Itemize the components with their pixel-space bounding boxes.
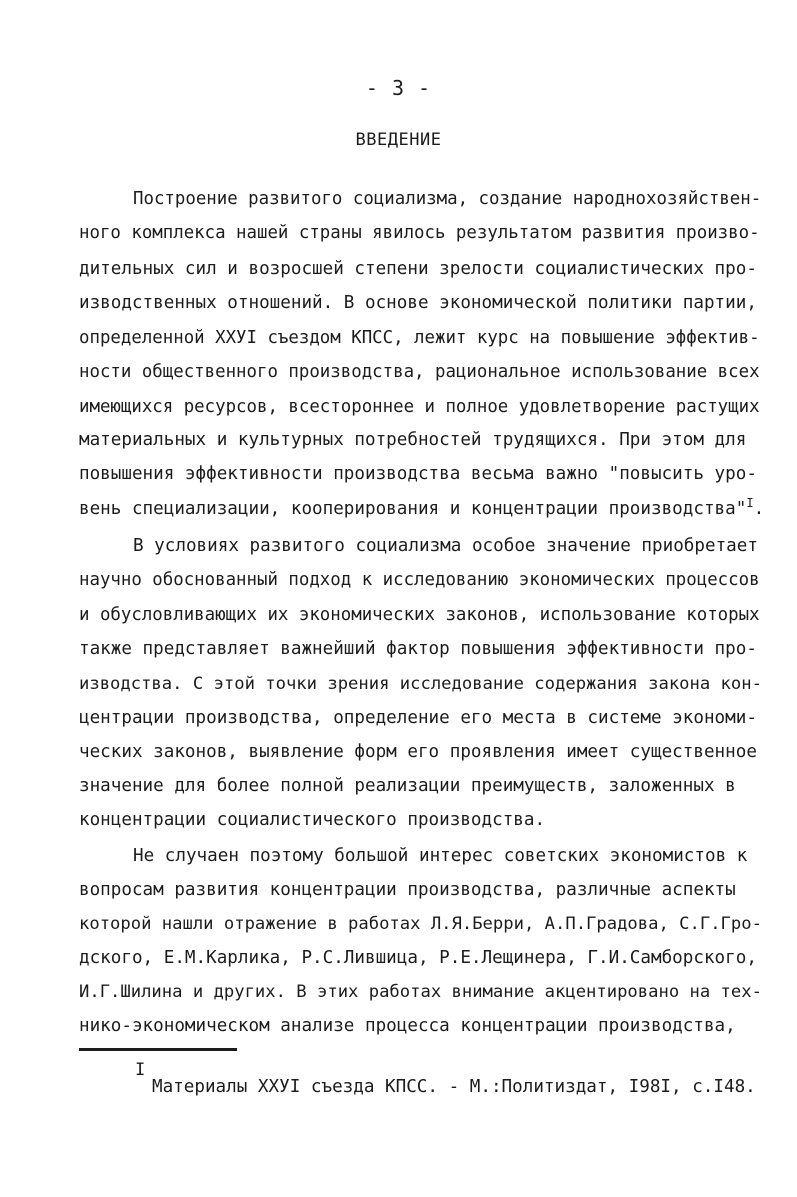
footnote-marker: I [135, 1060, 146, 1080]
text-line: и обусловливающих их экономических законов, использование которых [79, 605, 760, 625]
text-line: дительных сил и возросшей степени зрелости социалистических про- [79, 259, 757, 279]
text-line-with-footnote-ref [79, 496, 765, 519]
text-line: ного комплекса нашей страны явилось результатом развития произво- [79, 223, 760, 243]
text-line: дского, Е.М.Карлика, Р.С.Лившица, Р.Е.Лещинера, Г.И.Самборского, [79, 948, 757, 968]
footnote-separator [79, 1048, 237, 1051]
text-line: повышения эффективности производства весьма важно "повысить уро- [79, 464, 757, 484]
text-line: ческих законов, выявление форм его проявления имеет существенное [79, 742, 757, 762]
page-number: - 3 - [365, 76, 432, 100]
text-line: нико-экономическом анализе процесса концентрации производства, [79, 1016, 736, 1036]
text-line: Построение развитого социализма, создание народнохозяйствен- [133, 189, 762, 209]
footnote-text: Материалы ХХУI съезда КПСС. - М.:Политиздат, I98I, с.I48. [152, 1077, 756, 1097]
text-line: материальных и культурных потребностей трудящихся. При этом для [79, 430, 747, 450]
footnote-reference: I [746, 496, 754, 511]
text-line: вопросам развития концентрации производства, различные аспекты [79, 880, 736, 900]
text-line: имеющихся ресурсов, всестороннее и полное удовлетворение растущих [79, 397, 760, 417]
text-line: вень специализации, кооперирования и концентрации производства" [79, 499, 747, 519]
text-line: изводства. С этой точки зрения исследование содержания закона кон- [79, 674, 762, 694]
text-line: также представляет важнейший фактор повышения эффективности про- [79, 639, 757, 659]
footnote-reference-period: . [753, 499, 765, 519]
text-line: В условиях развитого социализма особое значение приобретает [133, 536, 758, 556]
text-line: концентрации социалистического производства. [79, 810, 546, 830]
text-line: Не случаен поэтому большой интерес советских экономистов к [133, 846, 748, 866]
section-heading: ВВЕДЕНИЕ [355, 130, 442, 150]
text-line: изводственных отношений. В основе экономической политики партии, [79, 293, 757, 313]
text-line: центрации производства, определение его места в системе экономи- [79, 708, 757, 728]
text-line: значение для более полной реализации преимуществ, заложенных в [79, 776, 736, 796]
text-line: И.Г.Шилина и других. В этих работах внимание акцентировано на тех- [79, 982, 762, 1002]
text-line: научно обоснованный подход к исследованию экономических процессов [79, 570, 760, 590]
text-line: ности общественного производства, рациональное использование всех [79, 362, 760, 382]
text-line: которой нашли отражение в работах Л.Я.Берри, А.П.Градова, С.Г.Гро- [79, 914, 762, 934]
text-line: определенной ХХУI съездом КПСС, лежит курс на повышение эффектив- [79, 328, 760, 348]
